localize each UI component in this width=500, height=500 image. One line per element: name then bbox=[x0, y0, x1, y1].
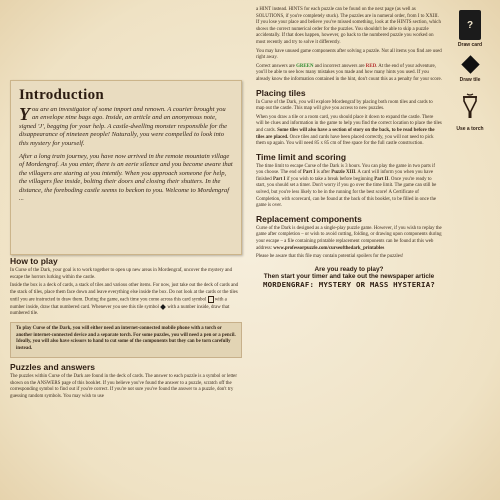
printables-url: www.professorpuzzle.com/curseofthedark_printables bbox=[273, 245, 385, 251]
tile-symbol-icon bbox=[160, 304, 166, 310]
requirements-text: To play Curse of the Dark, you will either need an internet-connected mobile phone with a torch or another internet-connected device and a separate torch. For some puzzles, you will need a pen or a pencil. Ideally, you will also have scissors to hand to cut some of the components but they can be torn carefully instead. bbox=[16, 325, 236, 351]
legend-draw-tile: Draw tile bbox=[448, 58, 492, 83]
call-to-action bbox=[256, 267, 442, 289]
time-limit-heading: Time limit and scoring bbox=[256, 151, 347, 162]
puzzles-heading: Puzzles and answers bbox=[10, 362, 96, 373]
tile-diamond-icon bbox=[461, 55, 479, 73]
torch-icon bbox=[460, 93, 480, 119]
card-icon: ? bbox=[459, 10, 481, 40]
hints-paragraph-1: a HINT instead. HINTS for each puzzle can be found on the next page (as well as SOLUTIONS, if you're completely stuck). The puzzles are in numeral order, from I to XXIII. If you lose your place and believe you've missed something, look at the HINTS section, which shows the correct numerical order for the puzzles. You shouldn't be able to skip a puzzle accidentally. If that does happen, however, go back to the numbered puzzle you worked on most recently and try to solve it differently. bbox=[256, 7, 441, 45]
symbol-legend bbox=[448, 10, 492, 142]
placing-tiles-heading: Placing tiles bbox=[256, 87, 306, 98]
correct-answers-paragraph: Correct answers are GREEN and incorrect answers are RED. At the end of your adventure, you'll be able to see how many mistakes you made and how many hints you used. If you already know the information contained in the hint, don't count this as a penalty for your score. bbox=[256, 63, 442, 82]
puzzles-paragraph-1: The puzzles within Curse of the Dark are found in the deck of cards. The answer to each puzzle is a symbol or letter shown on the ANSWERS page of this booklet. If you believe you've found the answer to a puzzle, scratch off the corresponding symbol to find out if you're correct. If you're not sure you've found the answer to a puzzle, don't try guessing random symbols. You may wish to use bbox=[10, 374, 237, 400]
legend-use-torch: Use a torch bbox=[448, 93, 492, 132]
replacement-components-heading: Replacement components bbox=[256, 213, 362, 224]
cta-start-timer: Then start your timer and take out the newspaper article bbox=[263, 273, 435, 281]
placing-tiles-paragraph-2: When you draw a tile or a room card, you should place it down to expand the castle. There will be clues and information in the game to help you find the correct location to place the tiles and cards. Some tiles will also have a section of story on the back, to be read before the tiles are placed. Once tiles and cards have been placed correctly, you will not need to pick them up again. You will need 85 x 85 cm of free space for the full castle construction. bbox=[256, 114, 442, 147]
introduction-paragraph-1: You are an investigator of some import and renown. A courier brought you an envelope nine bags ago. Inside, an article and an anonymous note, signed 'J', begging for your help. A castle-dwelling monster responsible for the disappearance of nineteen people! Naturally, you were compelled to look into this mystery for yourself. bbox=[19, 104, 227, 147]
introduction-panel bbox=[10, 80, 242, 255]
legend-draw-card: ? Draw card bbox=[448, 10, 492, 48]
card-symbol-icon bbox=[208, 296, 214, 303]
how-to-play-heading: How to play bbox=[10, 256, 58, 266]
introduction-title: Introduction bbox=[19, 87, 105, 103]
how-to-play-paragraph-2: Inside the box is a deck of cards, a stack of tiles and various other items. For now, just take out the deck of cards and the stack of tiles, place them face down and leave everything else inside the box. Do not look at the cards or the tiles until you are instructed to draw them. During the game, each time you come across this card symbol with a number inside, draw that numbered card. Whenever you see this tile symbol with a number inside, draw that numbered tile. bbox=[10, 283, 239, 317]
replacement-paragraph-2: Please be aware that this file may contain potential spoilers for the puzzles! bbox=[256, 254, 404, 260]
requirements-callout bbox=[10, 322, 242, 358]
cta-ready: Are you ready to play? bbox=[314, 265, 384, 273]
drop-cap: Y bbox=[19, 104, 30, 124]
cta-article-title: MORDENGRAF: MYSTERY OR MASS HYSTERIA? bbox=[262, 280, 436, 289]
introduction-paragraph-2: After a long train journey, you have now arrived in the remote mountain village of Mordengraf. As you enter, there is an eerie silence and you become aware that the villagers are staring at you intently. When you approach someone for help, the villagers flee inside, bolting their doors and closing their shutters. In the distance, the foreboding castle seems to beckon to you. Welcome to Mordengraf ... bbox=[19, 153, 233, 203]
replacement-paragraph-1: Curse of the Dark is designed as a single-play puzzle game. However, if you wish to replay the game after completion – or wish to avoid cutting, folding, or drawing upon components during your escape – a file containing printable replacement components can be found at this web address: www.professorpuzzle.com/curseofthedark_printables bbox=[256, 225, 442, 251]
hints-paragraph-2: You may have unused game components after solving a puzzle. Not all items you find are used right away. bbox=[256, 48, 442, 61]
time-limit-paragraph: The time limit to escape Curse of the Dark is 3 hours. You can play the game in two parts if you choose. The end of Part I is after Puzzle XIII. A card will inform you when you have finished Part I if you wish to take a break before beginning Part II. Once you're ready to start, you should set a timer. Don't worry if you go over the time limit. The game can still be solved, but you're less likely to be in the running for the best score! A Certificate of Completion, with scorecard, can be found at the back of this booklet, to be filled in once the game is over. bbox=[256, 163, 437, 209]
placing-tiles-paragraph-1: In Curse of the Dark, you will explore Mordengraf by placing both room tiles and cards to map out the castle. This map will give you access to new puzzles. bbox=[256, 99, 433, 112]
how-to-play-paragraph-1: In Curse of the Dark, your goal is to work together to open up new areas in Mordengraf, uncover the mystery and escape the horrors lurking within the castle. bbox=[10, 268, 233, 280]
right-column bbox=[256, 7, 442, 289]
left-column bbox=[10, 252, 242, 403]
